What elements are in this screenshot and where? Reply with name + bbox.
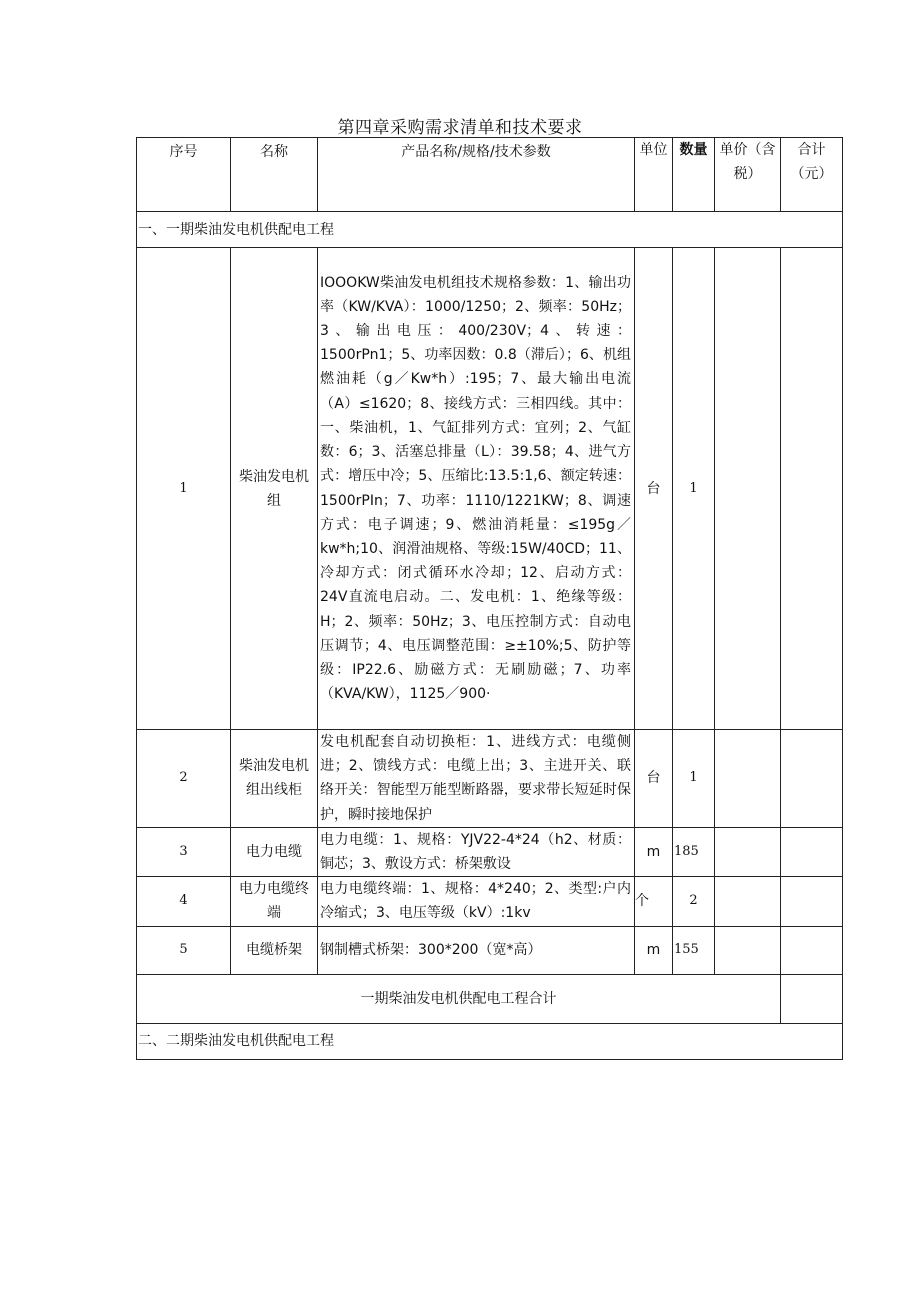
row-total [781,730,843,828]
row-seq: 3 [137,827,231,876]
subtotal-value [781,974,843,1023]
row-spec: 电力电缆：1、规格：YJV22-4*24（h2、材质：铜芯；3、敷设方式：桥架敷设 [318,827,635,876]
row-unit: 台 [635,248,673,730]
section-2-label: 二、二期柴油发电机供配电工程 [137,1023,843,1059]
header-total: 合计（元） [781,138,843,212]
row-seq: 4 [137,877,231,926]
row-unit-price [715,248,781,730]
row-unit: m [635,926,673,974]
row-unit-price [715,827,781,876]
subtotal-label: 一期柴油发电机供配电工程合计 [137,974,781,1023]
row-unit-price [715,926,781,974]
row-total [781,827,843,876]
row-total [781,877,843,926]
row-spec: 电力电缆终端：1、规格：4*240；2、类型:户内冷缩式；3、电压等级（kV）:1kv [318,877,635,926]
row-name: 电力电缆终端 [231,877,318,926]
page-title: 第四章采购需求清单和技术要求 [337,118,583,138]
header-unit: 单位 [635,138,673,212]
table-row [137,827,843,876]
row-qty: 2 [673,877,715,926]
row-name: 柴油发电机组 [231,248,318,730]
table-row [137,926,843,974]
header-name: 名称 [231,138,318,212]
row-qty: 185 [673,827,715,876]
row-total [781,926,843,974]
section-row [137,1023,843,1059]
row-name: 柴油发电机组出线柜 [231,730,318,828]
row-unit: 台 [635,730,673,828]
row-seq: 5 [137,926,231,974]
row-qty: 1 [673,730,715,828]
table-header-row [137,138,843,212]
header-spec: 产品名称/规格/技术参数 [318,138,635,212]
row-qty: 155 [673,926,715,974]
row-unit-price [715,877,781,926]
header-qty: 数量 [673,138,715,212]
procurement-table [136,137,843,1060]
table-row [137,248,843,730]
header-unit-price: 单价（含税） [715,138,781,212]
row-spec: 发电机配套自动切换柜：1、进线方式：电缆侧进；2、馈线方式：电缆上出；3、主进开关、联络开关：智能型万能型断路器，要求带长短延时保护，瞬时接地保护 [318,730,635,828]
row-unit: 个 [635,877,673,926]
row-name: 电缆桥架 [231,926,318,974]
header-seq: 序号 [137,138,231,212]
row-unit: m [635,827,673,876]
row-total [781,248,843,730]
row-seq: 2 [137,730,231,828]
row-spec: 钢制槽式桥架：300*200（宽*高） [318,926,635,974]
subtotal-row [137,974,843,1023]
section-1-label: 一、一期柴油发电机供配电工程 [137,212,843,248]
section-row [137,212,843,248]
row-unit-price [715,730,781,828]
row-name: 电力电缆 [231,827,318,876]
row-spec: IOOOKW柴油发电机组技术规格参数：1、输出功率（KW/KVA）：1000/1250；2、频率：50Hz；3、输出电压：400/230V；4、转速：1500rPn1；5、功率因数：0.8（滞后）；6、机组燃油耗（g／Kw*h）:195；7、最大输出电流（A）≤1620；8、接线方式：三相四线。其中：一、柴油机，1、气缸排列方式：宜列；2、气缸数：6；3、活塞总排量（L）：39.58；4、进气方式：增压中冷；5、压缩比:13.5:1,6、额定转速：1500rPIn；7、功率：1110/1221KW；8、调速方式：电子调速；9、燃油消耗量：≤195g／kw*h;10、润滑油规格、等级:15W/40CD；11、冷却方式：闭式循环水冷却；12、启动方式：24V直流电启动。二、发电机：1、绝缘等级：H；2、频率：50Hz；3、电压控制方式：自动电压调节；4、电压调整范围：≥±10%;5、防护等级：IP22.6、励磁方式：无刷励磁；7、功率（KVA/KW），1125／900· [318,248,635,730]
table-row [137,877,843,926]
row-seq: 1 [137,248,231,730]
row-qty: 1 [673,248,715,730]
table-row [137,730,843,828]
